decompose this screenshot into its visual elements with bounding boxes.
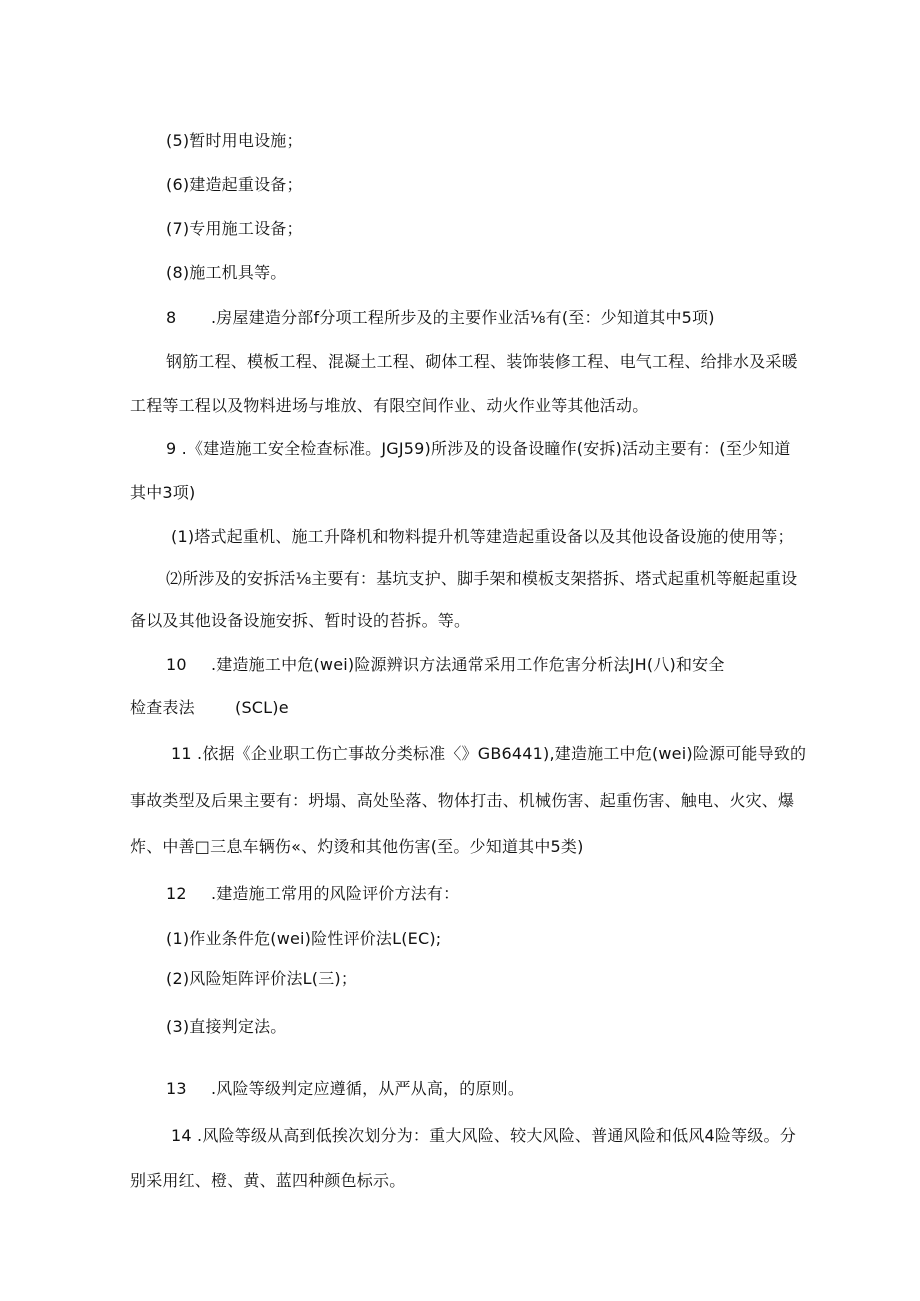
paragraph-line: ⑵所涉及的安拆活⅛主要有：基坑支护、脚手架和模板支架搭拆、塔式起重机等艇起重设	[166, 569, 798, 588]
item-8-number: 8	[166, 308, 177, 327]
paragraph-line: 炸、中善□三息车辆伤«、灼烫和其他伤害(至。少知道其中5类)	[130, 837, 584, 856]
paragraph-line: 备以及其他设备设施安拆、暂时设的苔拆。等。	[130, 611, 471, 630]
item-11-text: 11 .依据《企业职工伤亡事故分类标准〈》GB6441),建造施工中危(wei)险源可能导致的	[171, 744, 807, 763]
item-13-text: .风险等级判定应遵循，从严从高，的原则。	[211, 1079, 525, 1098]
item-9-text: 9 .《建造施工安全检查标准。JGJ59)所涉及的设备设瞳作(安拆)活动主要有：(至少知道	[166, 439, 791, 458]
list-item-1: (1)作业条件危(wei)险性评价法L(EC);	[166, 929, 442, 948]
paragraph-line: 钢筋工程、模板工程、混凝土工程、砌体工程、装饰装修工程、电气工程、给排水及采暖	[166, 352, 798, 371]
item-8-text: .房屋建造分部f分项工程所步及的主要作业活⅛有(至：少知道其中5项)	[211, 308, 715, 327]
paragraph-line: (1)塔式起重机、施工升降机和物料提升机等建造起重设备以及其他设备设施的使用等；	[171, 527, 794, 546]
list-item-8: (8)施工机具等。	[166, 263, 287, 282]
paragraph-line: 别采用红、橙、黄、蓝四种颜色标示。	[130, 1171, 406, 1190]
item-12-text: .建造施工常用的风险评价方法有：	[211, 884, 460, 903]
list-item-2: (2)风险矩阵评价法L(三)；	[166, 969, 358, 988]
item-12-number: 12	[166, 884, 187, 903]
paragraph-line: (SCL)e	[235, 698, 289, 717]
list-item-5: (5)暂时用电设施；	[166, 131, 303, 150]
paragraph-line: 检查表法	[130, 698, 195, 717]
item-10-text: .建造施工中危(wei)险源辨识方法通常采用工作危害分析法JH(八)和安全	[211, 655, 725, 674]
list-item-6: (6)建造起重设备；	[166, 175, 303, 194]
item-10-number: 10	[166, 655, 187, 674]
item-14-text: 14 .风险等级从高到低挨次划分为：重大风险、较大风险、普通风险和低风4险等级。分	[171, 1126, 796, 1145]
paragraph-line: 工程等工程以及物料进场与堆放、有限空间作业、动火作业等其他活动。	[130, 396, 649, 415]
paragraph-line: 事故类型及后果主要有：坍塌、高处坠落、物体打击、机械伤害、起重伤害、触电、火灾、爆	[130, 791, 795, 810]
list-item-7: (7)专用施工设备；	[166, 219, 303, 238]
paragraph-line: 其中3项)	[130, 483, 196, 502]
list-item-3: (3)直接判定法。	[166, 1017, 287, 1036]
item-13-number: 13	[166, 1079, 187, 1098]
